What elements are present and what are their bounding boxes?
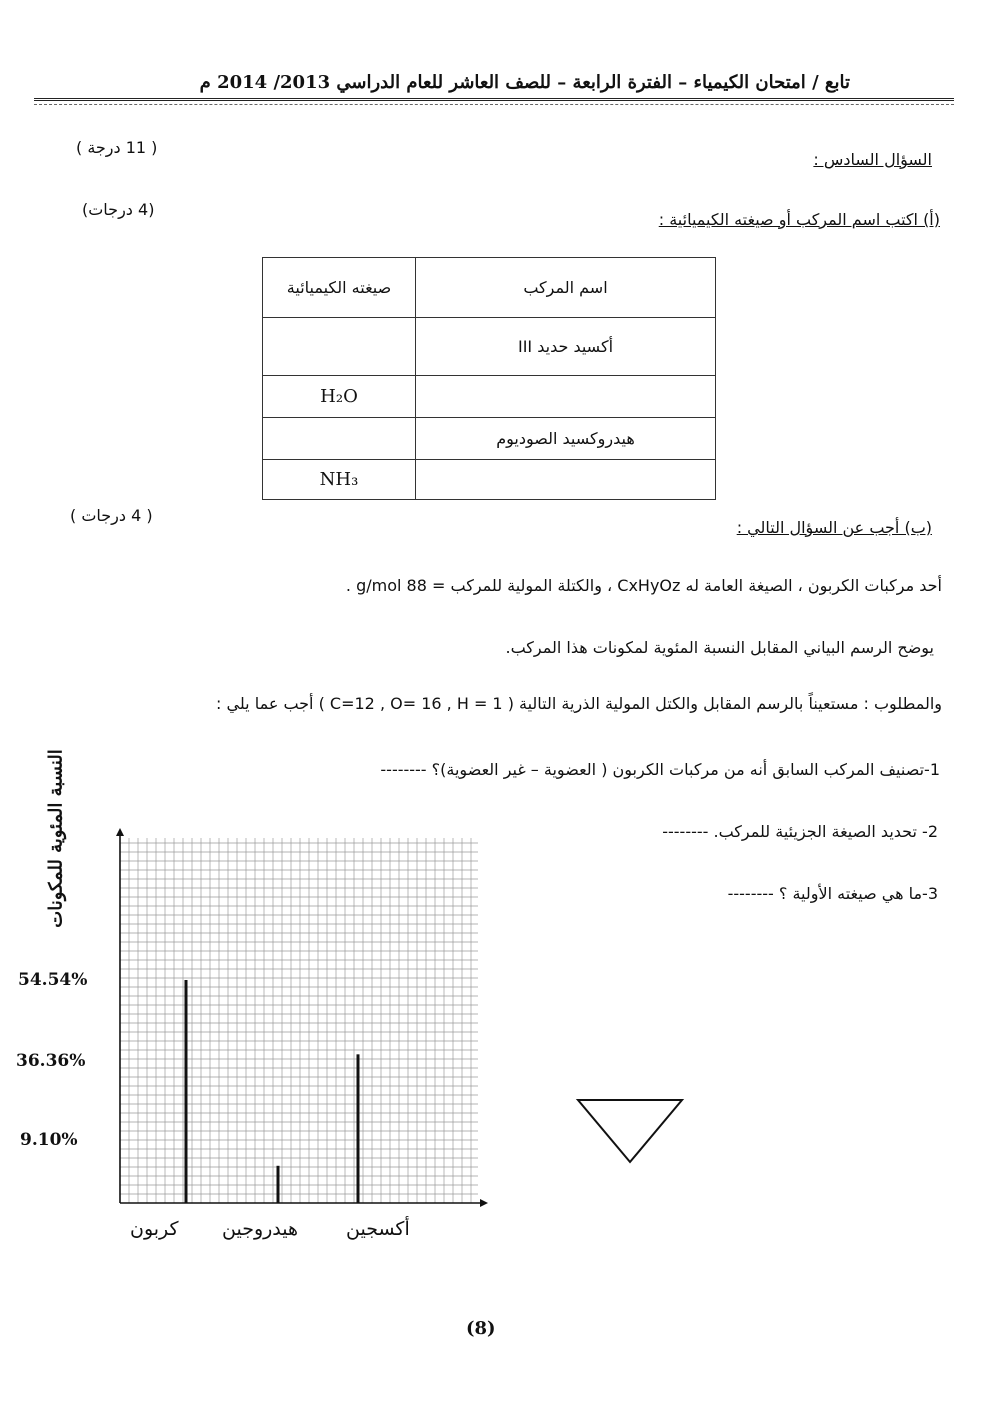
part-b-q1: 1-تصنيف المركب السابق أنه من مركبات الكربون ( العضوية – غير العضوية)؟ -------- xyxy=(380,760,940,779)
part-b-line2: يوضح الرسم البياني المقابل النسبة المئوية لمكونات هذا المركب. xyxy=(505,638,934,657)
part-b-q3: 3-ما هي صيغته الأولية ؟ -------- xyxy=(727,884,938,903)
y-tick-label: 36.36% xyxy=(16,1051,86,1071)
table-cell-formula: NH₃ xyxy=(263,460,416,500)
table-header-formula: صيغته الكيميائية xyxy=(263,258,416,318)
y-tick-label: 9.10% xyxy=(20,1130,78,1150)
bar xyxy=(357,1054,360,1203)
x-tick-label: كربون xyxy=(130,1218,179,1240)
table-cell-formula: H₂O xyxy=(263,376,416,418)
chart-y-axis-label: النسبة المئوية للمكونات xyxy=(45,749,67,928)
chart-axes xyxy=(116,828,488,1207)
exam-header: تابع / امتحان الكيمياء – الفترة الرابعة – للصف العاشر للعام الدراسي 2013/ 2014 م xyxy=(199,72,850,93)
part-a-instruction-text: (أ) اكتب اسم المركب أو صيغته الكيميائية : xyxy=(658,210,940,229)
x-axis-arrow xyxy=(480,1199,488,1207)
y-tick-label: 54.54% xyxy=(18,970,88,990)
x-tick-label: أكسجين xyxy=(346,1218,410,1240)
triangle-decoration xyxy=(574,1096,686,1168)
part-b-marks: ( 4 درجات ) xyxy=(70,506,153,525)
chart-grid xyxy=(120,838,478,1203)
table-cell-name: هيدروكسيد الصوديوم xyxy=(416,418,716,460)
part-a-marks: (4 درجات) xyxy=(82,200,155,219)
table-header-name: اسم المركب xyxy=(416,258,716,318)
y-axis-arrow xyxy=(116,828,124,836)
question-marks: ( 11 درجة ) xyxy=(76,138,158,157)
part-b-line3: والمطلوب : مستعيناً بالرسم المقابل والكتل المولية الذرية التالية ( C=12 , O= 16 , H = 1 ) أجب عما يلي : xyxy=(216,694,942,713)
part-b-instruction-text: (ب) أجب عن السؤال التالي : xyxy=(736,518,932,537)
x-tick-label: هيدروجين xyxy=(222,1218,299,1240)
chart-bars xyxy=(185,980,360,1203)
page-number: (8) xyxy=(466,1318,496,1339)
table-cell-name: أكسيد حديد III xyxy=(416,318,716,376)
question-title: السؤال السادس : xyxy=(813,150,932,169)
part-b-line1: أحد مركبات الكربون ، الصيغة العامة له CxHyOz ، والكتلة المولية للمركب = 88 g/mol . xyxy=(345,576,942,595)
bar xyxy=(185,980,188,1203)
part-b-q2: 2- تحديد الصيغة الجزيئية للمركب. -------- xyxy=(662,822,938,841)
bar xyxy=(277,1166,280,1203)
